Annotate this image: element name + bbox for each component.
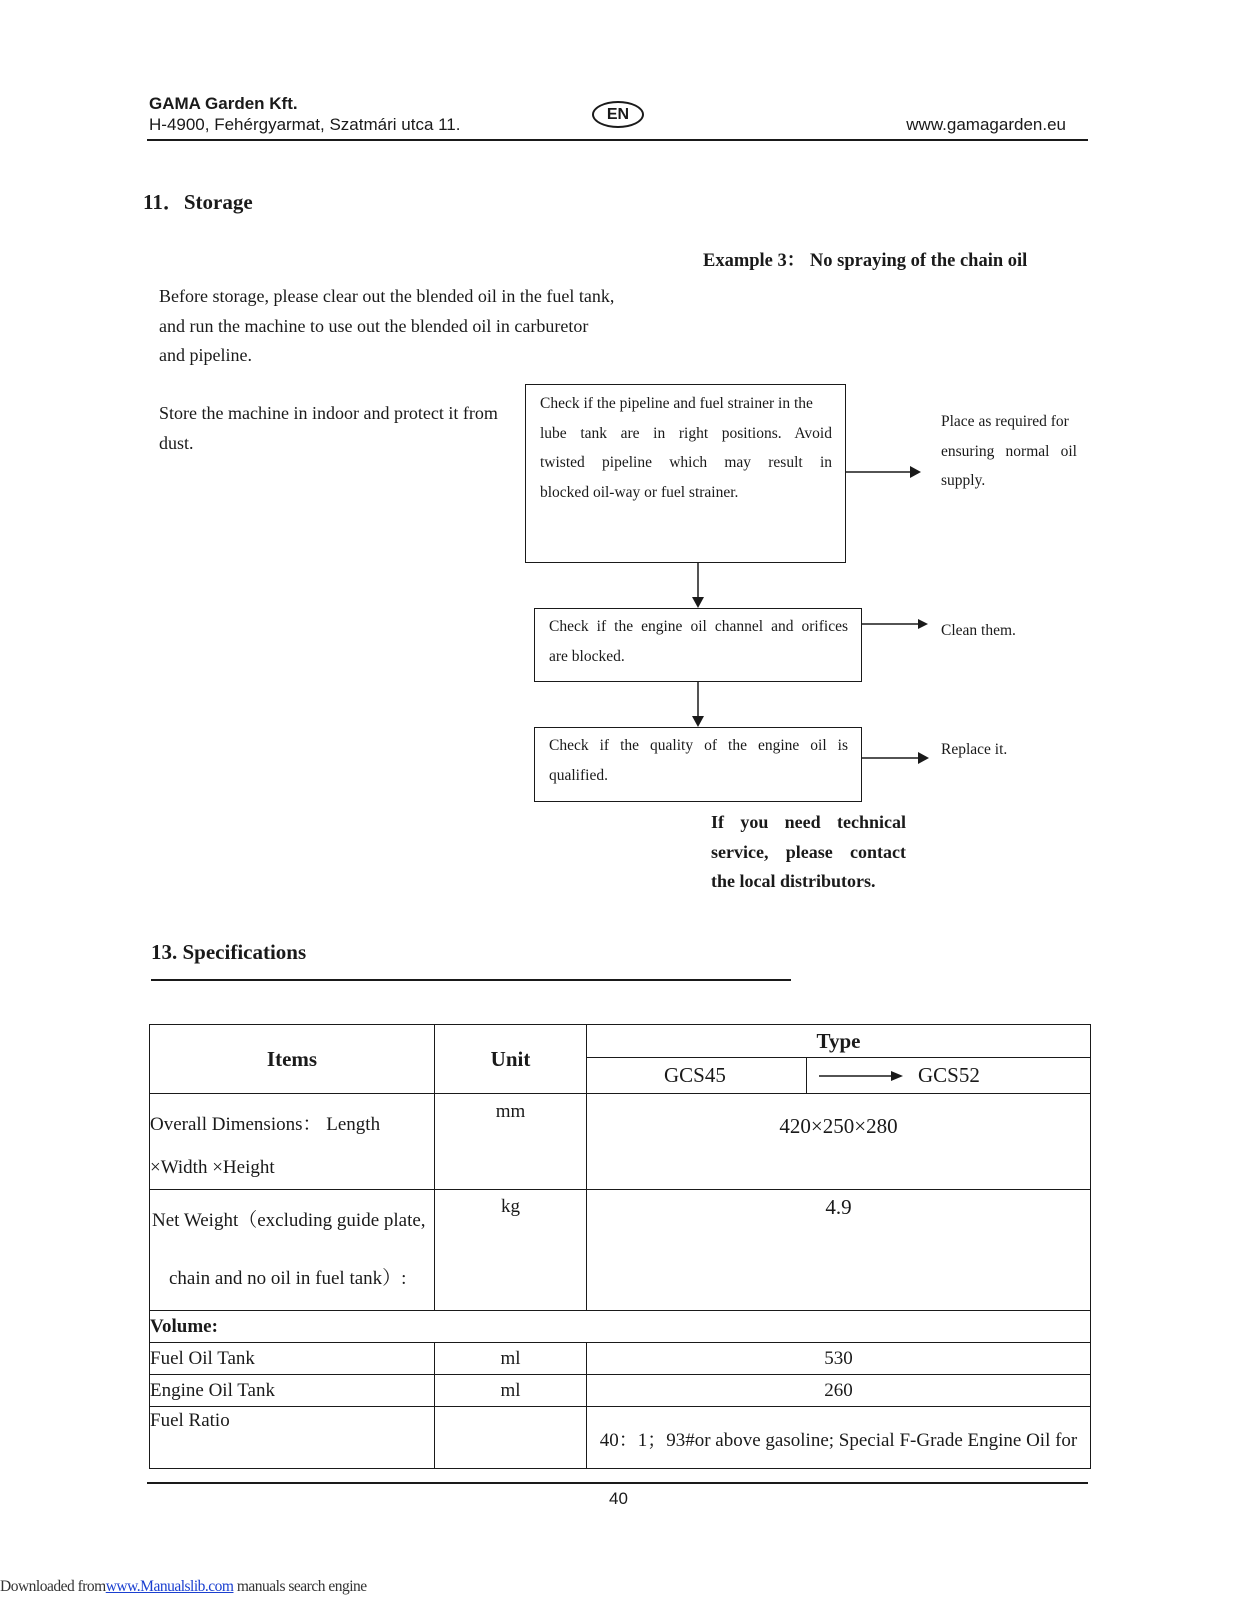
footer-divider: [147, 1482, 1088, 1484]
header-unit: Unit: [435, 1025, 587, 1094]
note-line: supply.: [941, 472, 986, 489]
row-label-dimensions: [150, 1094, 435, 1190]
header-items: Items: [150, 1025, 435, 1094]
step-line: lube tank are in right positions. Avoid: [540, 424, 832, 442]
step-line: qualified.: [549, 766, 608, 784]
row-label-engine-tank: Engine Oil Tank: [150, 1375, 435, 1407]
row-label-line: Net Weight（excluding guide plate,: [152, 1210, 426, 1231]
company-name: GAMA Garden Kft.: [149, 94, 298, 113]
model-gcs52: GCS52: [918, 1063, 980, 1087]
row-unit-fuel-ratio: [435, 1407, 587, 1469]
storage-line: and run the machine to use out the blended oil in carburetor: [159, 315, 589, 336]
manualslib-link[interactable]: www.Manualslib.com: [105, 1578, 234, 1595]
step-line: Check if the quality of the engine oil is: [549, 737, 848, 754]
row-label-weight: [150, 1190, 435, 1311]
step-line: Check if the engine oil channel and orifices: [549, 618, 848, 635]
table-header-row: [150, 1025, 1091, 1058]
storage-line: dust.: [159, 432, 194, 453]
step-line: are blocked.: [549, 647, 625, 665]
specs-underline: [151, 979, 791, 981]
row-value-fuel-ratio: 40：1；93#or above gasoline; Special F-Grade Engine Oil for: [587, 1407, 1091, 1469]
row-label-fuel-tank: Fuel Oil Tank: [150, 1343, 435, 1375]
storage-line: and pipeline.: [159, 345, 252, 365]
example-heading: Example 3： No spraying of the chain oil: [703, 251, 1028, 271]
row-label-fuel-ratio: Fuel Ratio: [150, 1407, 435, 1469]
table-row: [150, 1311, 1091, 1343]
row-unit-weight: kg: [435, 1190, 587, 1311]
model-gcs45: GCS45: [587, 1058, 807, 1094]
row-value-fuel-tank: 530: [587, 1343, 1091, 1375]
step-line: blocked oil-way or fuel strainer.: [540, 483, 739, 501]
contact-note: If you need technical service, please contact the local distributors.: [711, 812, 906, 891]
row-label-line: ×Width ×Height: [150, 1157, 275, 1178]
company-address: H-4900, Fehérgyarmat, Szatmári utca 11.: [149, 115, 461, 134]
page-number: 40: [609, 1489, 628, 1508]
row-label-volume: Volume:: [150, 1311, 1091, 1343]
specs-heading: 13. Specifications: [151, 940, 307, 964]
footer-suffix: manuals search engine: [233, 1578, 367, 1595]
arrow-right-1-head: [910, 466, 921, 478]
row-label-line: chain and no oil in fuel tank）:: [169, 1268, 407, 1289]
flowchart-note-2: Clean them.: [941, 622, 1016, 639]
model-range-arrow-icon: [819, 1070, 903, 1082]
note-line: Place as required for: [941, 413, 1069, 430]
flowchart-note-1: [941, 407, 1077, 496]
row-value-weight: 4.9: [587, 1190, 1091, 1311]
row-unit-dimensions: mm: [435, 1094, 587, 1190]
table-row: [150, 1190, 1091, 1311]
storage-heading: 11．Storage: [143, 190, 253, 214]
arrow-right-3-head: [918, 752, 929, 764]
download-footer: [0, 1578, 367, 1596]
step-line: twisted pipeline which may result in: [540, 454, 832, 471]
header-type: Type: [587, 1025, 1091, 1058]
arrow-down-1-head: [692, 597, 704, 608]
website-url: www.gamagarden.eu: [906, 115, 1066, 134]
arrow-down-2-head: [692, 716, 704, 727]
table-row: [150, 1375, 1091, 1407]
footer-prefix: Downloaded from: [0, 1578, 106, 1595]
language-badge: EN: [592, 101, 644, 128]
note-line: ensuring normal oil: [941, 442, 1077, 460]
row-unit-fuel-tank: ml: [435, 1343, 587, 1375]
table-row: [150, 1094, 1091, 1190]
flowchart-note-3: Replace it.: [941, 741, 1008, 758]
storage-line: Store the machine in indoor and protect it from: [159, 403, 498, 423]
model-gcs52-cell: [807, 1058, 1091, 1094]
specs-table: [149, 1024, 1091, 1469]
row-value-engine-tank: 260: [587, 1375, 1091, 1407]
table-row: [150, 1343, 1091, 1375]
table-row: [150, 1407, 1091, 1469]
storage-line: Before storage, please clear out the blended oil in the fuel tank,: [159, 286, 615, 306]
row-unit-engine-tank: ml: [435, 1375, 587, 1407]
arrow-right-2-head: [918, 619, 928, 629]
row-value-dimensions: 420×250×280: [587, 1094, 1091, 1190]
step-line: Check if the pipeline and fuel strainer in the: [540, 395, 813, 412]
row-label-line: Overall Dimensions： Length: [150, 1114, 381, 1135]
